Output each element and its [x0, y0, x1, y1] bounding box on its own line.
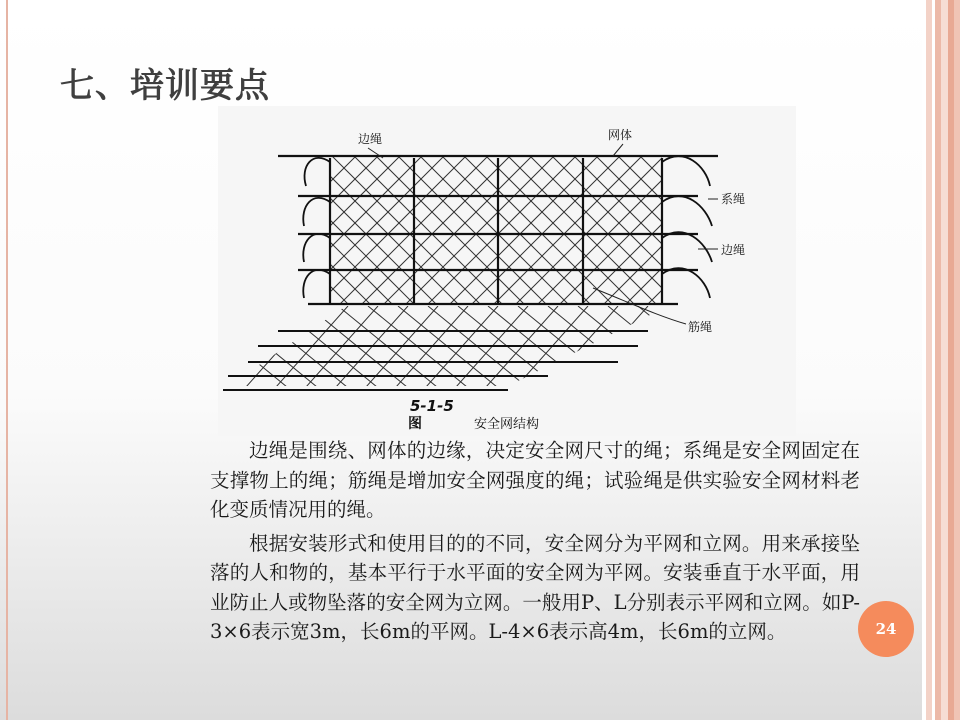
page-number-badge: 24: [858, 601, 914, 657]
label-tie-rope: 系绳: [721, 192, 746, 206]
paragraph-rope-definitions: 边绳是围绕、网体的边缘，决定安全网尺寸的绳；系绳是安全网固定在支撑物上的绳；筋绳是增加安全网强度的绳；试验绳是供实验安全网材料老化变质情况用的绳。: [210, 439, 860, 521]
caption-prefix: 图: [408, 416, 422, 432]
figure-caption: 安全网结构: [474, 417, 540, 432]
label-net-body: 网体: [608, 128, 633, 142]
safety-net-diagram: [218, 106, 796, 436]
label-edge-rope-side: 边绳: [721, 243, 746, 257]
vertical-net-frame: [278, 156, 718, 304]
flat-net-mesh: [218, 306, 748, 396]
paragraph-net-types: 根据安装形式和使用目的的不同，安全网分为平网和立网。用来承接坠落的人和物的，基本平行于水平面的安全网为平网。安装垂直于水平面，用业防止人或物坠落的安全网为立网。一般用P、L分别表示平网和立网。如P-3×6表示宽3m，长6m的平网。L-4×6表示高4m，长6m的立网。: [210, 531, 860, 643]
right-decorative-stripes: [922, 0, 960, 720]
label-edge-rope-top: 边绳: [358, 132, 383, 146]
figure-number: 5-1-5: [410, 397, 454, 415]
label-rib-rope: 筋绳: [688, 320, 713, 334]
left-border-line: [6, 0, 8, 720]
slide-title: 七、培训要点: [60, 66, 270, 106]
body-text: [210, 436, 860, 651]
flat-net-ropes: [223, 331, 648, 390]
